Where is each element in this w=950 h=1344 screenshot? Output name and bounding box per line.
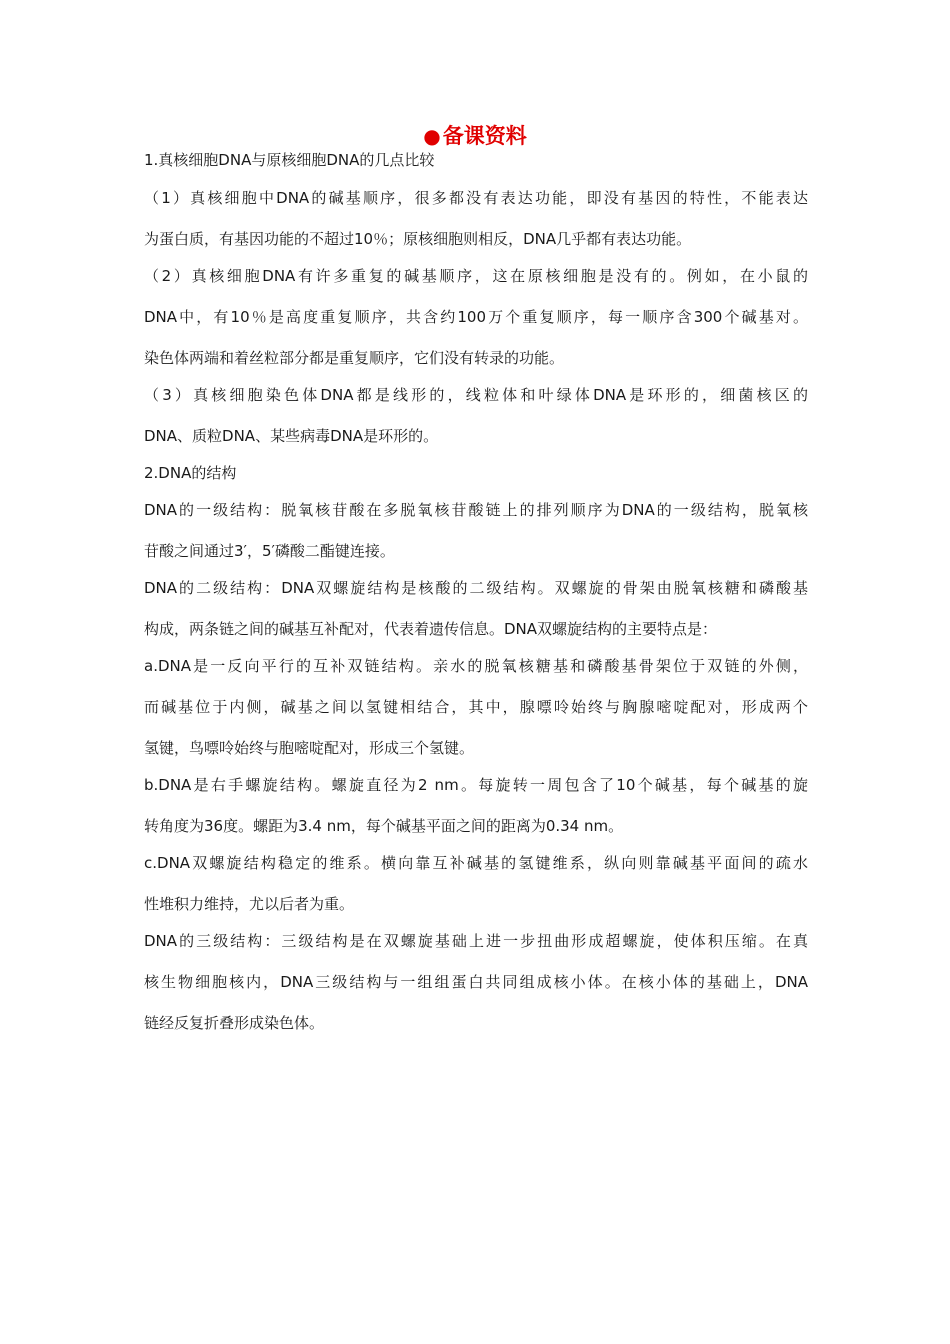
paragraph-line: a.DNA是一反向平行的互补双链结构。亲水的脱氧核糖基和磷酸基骨架位于双链的外侧， — [144, 657, 808, 675]
paragraph-line: DNA、质粒DNA、某些病毒DNA是环形的。 — [144, 427, 439, 445]
paragraph-line: 构成，两条链之间的碱基互补配对，代表着遗传信息。DNA双螺旋结构的主要特点是： — [144, 620, 718, 638]
title-text: 备课资料 — [442, 124, 527, 148]
paragraph-line: 为蛋白质，有基因功能的不超过10％；原核细胞则相反，DNA几乎都有表达功能。 — [144, 230, 692, 248]
paragraph-line: DNA中，有10％是高度重复顺序，共含约100万个重复顺序，每一顺序含300个碱基对。 — [144, 308, 808, 326]
paragraph-line: DNA的一级结构：脱氧核苷酸在多脱氧核苷酸链上的排列顺序为DNA的一级结构，脱氧核 — [144, 501, 808, 519]
paragraph-line: （3）真核细胞染色体DNA都是线形的，线粒体和叶绿体DNA是环形的，细菌核区的 — [144, 386, 808, 404]
paragraph-line: DNA的二级结构：DNA双螺旋结构是核酸的二级结构。双螺旋的骨架由脱氧核糖和磷酸基 — [144, 579, 808, 597]
paragraph-line: b.DNA是右手螺旋结构。螺旋直径为2 nm。每旋转一周包含了10个碱基，每个碱基的旋 — [144, 776, 808, 794]
paragraph-line: 核生物细胞核内，DNA三级结构与一组组蛋白共同组成核小体。在核小体的基础上，DNA — [144, 973, 808, 991]
paragraph-line: 而碱基位于内侧，碱基之间以氢键相结合，其中，腺嘌呤始终与胸腺嘧啶配对，形成两个 — [144, 698, 808, 716]
paragraph-line: DNA的三级结构：三级结构是在双螺旋基础上进一步扭曲形成超螺旋，使体积压缩。在真 — [144, 932, 808, 950]
paragraph-line: 转角度为36度。螺距为3.4 nm，每个碱基平面之间的距离为0.34 nm。 — [144, 817, 624, 835]
bullet-icon: ● — [423, 124, 441, 148]
paragraph-line: 苷酸之间通过3′，5′磷酸二酯键连接。 — [144, 542, 395, 560]
paragraph-line: （1）真核细胞中DNA的碱基顺序，很多都没有表达功能，即没有基因的特性，不能表达 — [144, 189, 808, 207]
paragraph-line: 链经反复折叠形成染色体。 — [144, 1014, 325, 1032]
paragraph-line: 氢键，鸟嘌呤始终与胞嘧啶配对，形成三个氢键。 — [144, 739, 475, 757]
paragraph-line: c.DNA双螺旋结构稳定的维系。横向靠互补碱基的氢键维系，纵向则靠碱基平面间的疏水 — [144, 854, 808, 872]
paragraph-line: 性堆积力维持，尤以后者为重。 — [144, 895, 355, 913]
paragraph-line: 染色体两端和着丝粒部分都是重复顺序，它们没有转录的功能。 — [144, 349, 565, 367]
paragraph-line: （2）真核细胞DNA有许多重复的碱基顺序，这在原核细胞是没有的。例如，在小鼠的 — [144, 267, 808, 285]
document-title — [0, 122, 950, 150]
section-heading-1: 1.真核细胞DNA与原核细胞DNA的几点比较 — [144, 151, 435, 169]
section-heading-2: 2.DNA的结构 — [144, 464, 237, 482]
